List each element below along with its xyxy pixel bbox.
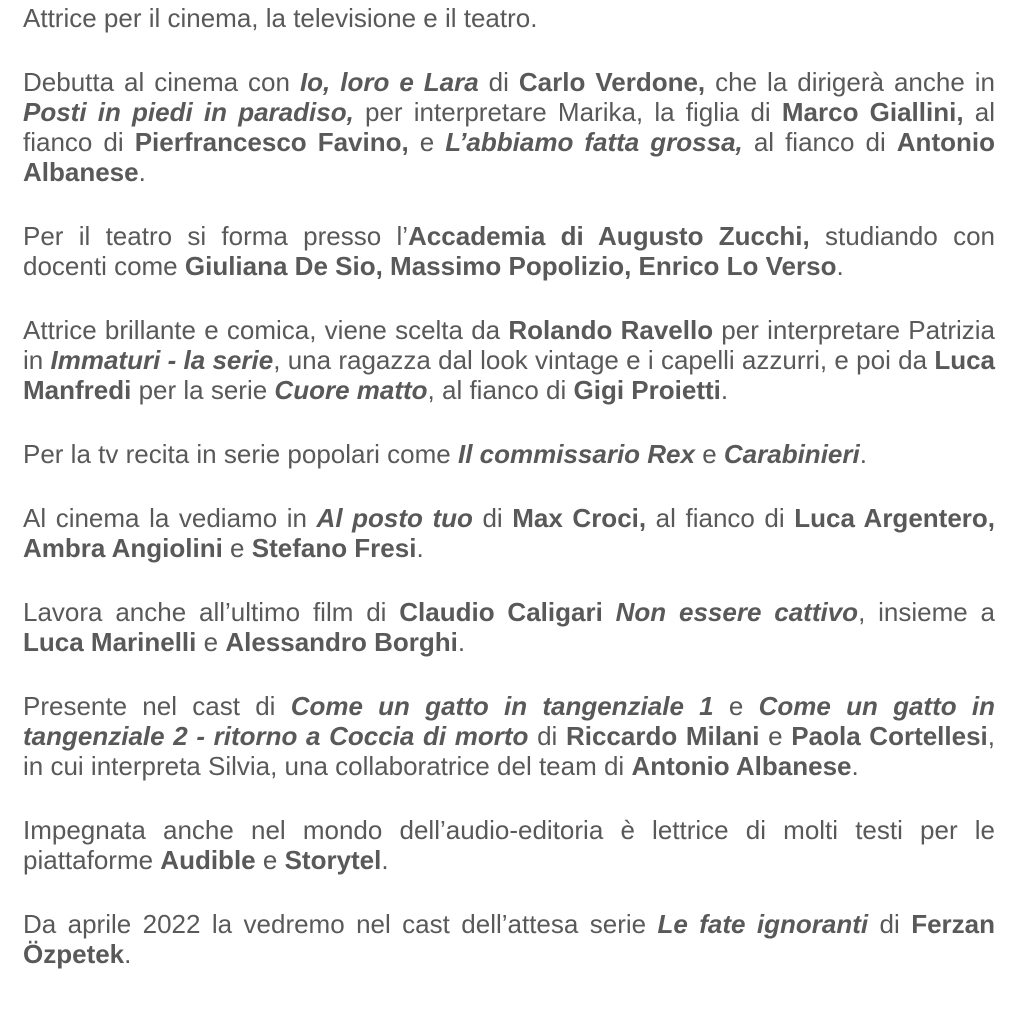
text-run: Alessandro Borghi [225, 627, 458, 657]
text-run: Lavora anche all’ultimo film di [23, 597, 400, 627]
text-run: Come un gatto in tangenziale 2 - ritorno a Coccia di morto [23, 691, 995, 751]
text-run: e [713, 691, 759, 721]
text-run: Antonio Albanese [23, 127, 995, 187]
text-run: studiando con docenti come [23, 221, 996, 281]
text-run: Carabinieri [723, 439, 860, 469]
text-run: e [255, 845, 285, 875]
text-run: , al fianco di [427, 375, 574, 405]
text-run: e [759, 721, 792, 751]
text-run: . [124, 939, 132, 969]
text-run: e [408, 127, 446, 157]
text-run: Luca Marinelli [23, 627, 197, 657]
text-run: Stefano Fresi [251, 533, 417, 563]
text-run: Audible [160, 845, 256, 875]
text-run: di [528, 721, 566, 751]
paragraph [23, 909, 995, 969]
text-run: al fianco di [23, 97, 995, 157]
text-run: Debutta al cinema con [23, 67, 300, 97]
text-run: Al cinema la vediamo in [23, 503, 317, 533]
text-run: Marco Giallini, [781, 97, 964, 127]
text-run: Ambra Angiolini [23, 533, 223, 563]
text-run: . [138, 157, 146, 187]
document-body [23, 3, 995, 969]
text-run: . [381, 845, 389, 875]
text-run: Ferzan Özpetek [23, 909, 995, 969]
text-run [631, 251, 638, 281]
text-run: Giuliana De Sio, [184, 251, 383, 281]
text-run: che la dirigerà anche in [705, 67, 996, 97]
text-run: Al posto tuo [316, 503, 473, 533]
text-run: Riccardo Milani [565, 721, 760, 751]
text-run: Antonio Albanese [631, 751, 852, 781]
text-run: Da aprile 2022 la vedremo nel cast dell’attesa serie [23, 909, 658, 939]
text-run: L’abbiamo fatta grossa, [445, 127, 743, 157]
text-run: Presente nel cast di [23, 691, 291, 721]
paragraph [23, 3, 995, 33]
text-run: Luca Argentero, [794, 503, 995, 533]
text-run: . [859, 439, 867, 469]
text-run [383, 251, 390, 281]
text-run: Carlo Verdone, [518, 67, 706, 97]
text-run: Attrice per il cinema, la televisione e il teatro. [23, 3, 538, 33]
text-run: e [694, 439, 724, 469]
text-run: per interpretare Marika, la figlia di [353, 97, 782, 127]
text-run: Rolando Ravello [508, 315, 714, 345]
text-run: Claudio Caligari [399, 597, 603, 627]
text-run: Immaturi - la serie [50, 345, 274, 375]
text-run: per interpretare Patrizia in [23, 315, 995, 375]
text-run: Attrice brillante e comica, viene scelta da [23, 315, 509, 345]
text-run: Cuore matto [274, 375, 428, 405]
text-run: Enrico Lo Verso [638, 251, 837, 281]
text-run: Impegnata anche nel mondo dell’audio-editoria è lettrice di molti testi per le piattaforme [23, 815, 995, 875]
paragraph [23, 691, 995, 781]
text-run: per la serie [131, 375, 275, 405]
text-run: di [472, 503, 513, 533]
text-run: Max Croci, [512, 503, 647, 533]
text-run: Luca Manfredi [23, 345, 995, 405]
text-run: di [868, 909, 912, 939]
text-run: . [720, 375, 729, 405]
text-run: . [836, 251, 844, 281]
text-run: , in cui interpreta Silvia, una collaboratrice del team di [23, 721, 996, 781]
text-run: Le fate ignoranti [657, 909, 869, 939]
paragraph [23, 503, 995, 563]
text-run: al fianco di [646, 503, 795, 533]
text-run: e [222, 533, 252, 563]
text-run: , insieme a [858, 597, 995, 627]
text-run: Io, loro e Lara [299, 67, 479, 97]
text-run: Paola Cortellesi [791, 721, 988, 751]
text-run: , una ragazza dal look vintage e i capelli azzurri, e poi da [273, 345, 935, 375]
text-run: al fianco di [742, 127, 897, 157]
text-run: Posti in piedi in paradiso, [23, 97, 354, 127]
paragraph [23, 315, 995, 405]
text-run: Il commissario Rex [457, 439, 695, 469]
text-run: Accademia di Augusto Zucchi, [408, 221, 810, 251]
text-run: Non essere cattivo [615, 597, 859, 627]
text-run: di [478, 67, 519, 97]
paragraph [23, 439, 995, 469]
text-run: Gigi Proietti [573, 375, 721, 405]
paragraph [23, 815, 995, 875]
text-run: Come un gatto in tangenziale 1 [290, 691, 714, 721]
text-run: . [416, 533, 424, 563]
text-run: Per il teatro si forma presso l’ [23, 221, 409, 251]
text-run: e [196, 627, 226, 657]
text-run: . [851, 751, 859, 781]
paragraph [23, 597, 995, 657]
paragraph [23, 67, 995, 187]
text-run: Per la tv recita in serie popolari come [23, 439, 458, 469]
text-run: Pierfrancesco Favino, [134, 127, 409, 157]
text-run: Storytel [284, 845, 382, 875]
text-run [603, 597, 616, 627]
paragraph [23, 221, 995, 281]
text-run: Massimo Popolizio, [390, 251, 632, 281]
text-run: . [457, 627, 466, 657]
